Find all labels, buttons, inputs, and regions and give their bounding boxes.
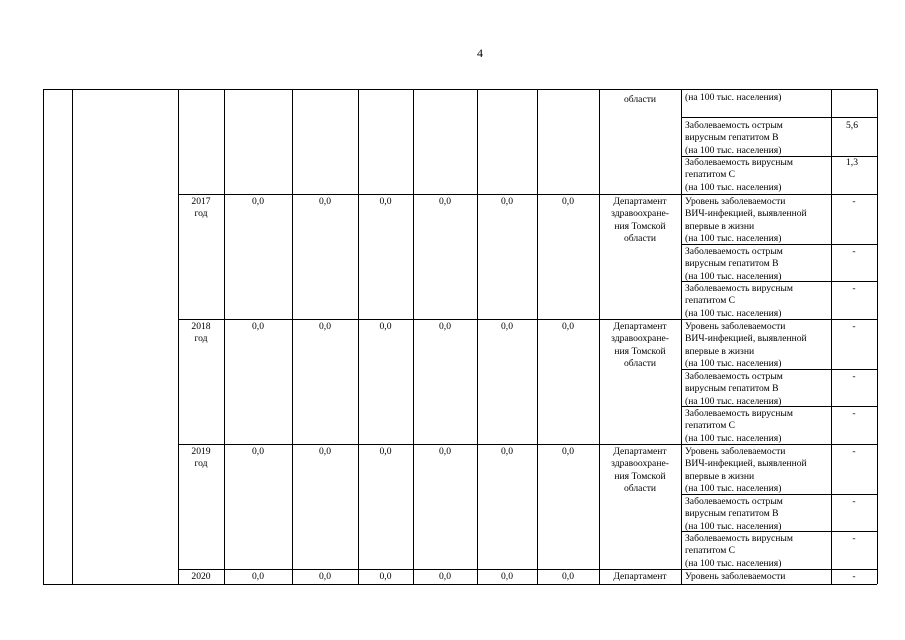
year-cell-line: 2017: [191, 196, 211, 207]
indicator-name-line: Уровень заболеваемости: [685, 196, 786, 207]
indicator-name-line: гепатитом С: [685, 295, 736, 307]
indicator-name-line: (на 100 тыс. населения): [685, 181, 782, 193]
indicator-name-line: ВИЧ-инфекцией, выявленной: [685, 208, 807, 220]
indicator-name-line: ВИЧ-инфекцией, выявленной: [685, 458, 807, 470]
indicator-name: [685, 246, 829, 283]
indicator-name-line: Заболеваемость вирусным: [685, 533, 793, 544]
indicator-name-line: (на 100 тыс. населения): [685, 233, 782, 245]
table-top-border: [43, 89, 877, 90]
indicator-name-line: впервые в жизни: [685, 220, 755, 232]
financing-value: 0,0: [501, 321, 513, 332]
value-divider: [831, 117, 877, 118]
financing-value: 0,0: [379, 321, 392, 332]
agency-cell: [599, 94, 681, 106]
column-rule: [224, 89, 225, 584]
indicator-name: [685, 157, 829, 194]
indicator-name: [685, 196, 829, 246]
indicator-name-line: гепатитом С: [685, 169, 736, 181]
indicator-name: [685, 92, 829, 104]
agency-cell-line: здравоохране-: [611, 208, 669, 220]
indicator-name-line: Заболеваемость острым: [685, 120, 783, 131]
agency-cell-line: Департамент: [613, 571, 667, 582]
indicator-name-line: вирусным гепатитом В: [685, 508, 779, 520]
financing-value: 0,0: [252, 446, 264, 457]
indicator-name-line: гепатитом С: [685, 420, 736, 432]
column-rule: [413, 89, 414, 584]
indicator-name: [685, 283, 829, 320]
indicator-value: -: [852, 571, 856, 582]
indicator-value: -: [852, 196, 856, 207]
indicator-name-line: Уровень заболеваемости: [685, 571, 786, 582]
indicator-name: [685, 408, 829, 445]
indicator-name-line: (на 100 тыс. населения): [685, 520, 782, 532]
agency-cell-line: здравоохране-: [611, 458, 669, 470]
indicator-name-line: Уровень заболеваемости: [685, 321, 786, 332]
indicator-divider: [681, 244, 877, 245]
indicator-name-line: (на 100 тыс. населения): [685, 307, 782, 319]
year-cell-line: год: [194, 333, 208, 345]
indicator-name-line: (на 100 тыс. населения): [685, 395, 782, 407]
indicator-divider: [681, 406, 877, 407]
financing-value: 0,0: [562, 321, 574, 332]
indicator-name-line: Заболеваемость острым: [685, 496, 783, 507]
indicator-name-line: (на 100 тыс. населения): [685, 144, 782, 156]
agency-cell: [599, 446, 681, 496]
indicator-value: -: [852, 246, 856, 257]
year-cell: [178, 571, 224, 583]
agency-cell-line: области: [623, 483, 657, 495]
indicator-value: -: [852, 408, 856, 419]
indicator-value: -: [852, 283, 856, 294]
indicator-divider: [681, 281, 877, 282]
agency-cell-line: Департамент: [613, 196, 667, 207]
page-number: 4: [477, 46, 483, 60]
indicator-name-line: вирусным гепатитом В: [685, 383, 779, 395]
financing-value: 0,0: [379, 196, 392, 207]
indicator-name-line: вирусным гепатитом В: [685, 258, 779, 270]
financing-value: 0,0: [562, 571, 574, 582]
financing-value: 0,0: [379, 571, 392, 582]
indicator-name-line: Заболеваемость вирусным: [685, 157, 793, 168]
financing-value: 0,0: [252, 571, 264, 582]
indicator-name-line: Заболеваемость острым: [685, 371, 783, 382]
indicator-name: [685, 571, 829, 583]
indicator-value: -: [852, 533, 856, 544]
year-cell: [178, 196, 224, 221]
agency-cell-line: ния Томской: [614, 470, 666, 482]
indicator-name-line: впервые в жизни: [685, 470, 755, 482]
financing-value: 0,0: [319, 571, 331, 582]
year-cell-line: 2018: [191, 321, 211, 332]
indicator-name-line: (на 100 тыс. населения): [685, 483, 782, 495]
column-rule: [72, 89, 73, 584]
indicator-value: -: [852, 446, 856, 457]
financing-value: 0,0: [439, 196, 451, 207]
indicator-name-line: ВИЧ-инфекцией, выявленной: [685, 333, 807, 345]
financing-value: 0,0: [439, 571, 451, 582]
financing-value: 0,0: [379, 446, 392, 457]
indicator-name-line: Заболеваемость острым: [685, 246, 783, 257]
indicator-name-line: Уровень заболеваемости: [685, 446, 786, 457]
agency-cell-line: Департамент: [613, 321, 667, 332]
indicator-value: -: [852, 321, 856, 332]
financing-value: 0,0: [319, 321, 331, 332]
agency-cell: [599, 196, 681, 246]
column-rule: [43, 89, 44, 584]
financing-value: 0,0: [501, 571, 513, 582]
agency-cell-line: области: [623, 358, 657, 370]
indicator-value: -: [852, 496, 856, 507]
year-row-divider: [178, 194, 877, 195]
indicator-name: [685, 371, 829, 408]
year-cell-line: год: [194, 208, 208, 220]
indicator-name-line: (на 100 тыс. населения): [685, 358, 782, 370]
agency-cell-line: ния Томской: [614, 345, 666, 357]
year-cell: [178, 446, 224, 471]
indicator-value: 5,6: [846, 120, 858, 131]
agency-cell-line: области: [623, 94, 657, 105]
financing-value: 0,0: [252, 196, 264, 207]
indicator-name-line: вирусным гепатитом В: [685, 132, 779, 144]
financing-value: 0,0: [252, 321, 264, 332]
financing-value: 0,0: [439, 321, 451, 332]
indicator-name-line: впервые в жизни: [685, 345, 755, 357]
financing-value: 0,0: [501, 196, 513, 207]
indicator-name-line: (на 100 тыс. населения): [685, 270, 782, 282]
indicator-name-line: (на 100 тыс. населения): [685, 432, 782, 444]
column-rule: [681, 89, 682, 584]
indicator-value: -: [852, 371, 856, 382]
indicator-name-line: (на 100 тыс. населения): [685, 557, 782, 569]
indicator-name-line: гепатитом С: [685, 545, 736, 557]
column-rule: [477, 89, 478, 584]
indicator-name: [685, 120, 829, 157]
agency-cell: [599, 571, 681, 583]
financing-value: 0,0: [319, 446, 331, 457]
year-row-divider: [178, 319, 877, 320]
agency-cell-line: Департамент: [613, 446, 667, 457]
year-cell-line: 2020: [191, 571, 211, 582]
column-rule: [358, 89, 359, 584]
indicator-divider: [681, 369, 877, 370]
year-row-divider: [178, 444, 877, 445]
table-bottom-border: [43, 584, 877, 585]
indicator-name: [685, 321, 829, 371]
financing-value: 0,0: [501, 446, 513, 457]
year-cell-line: год: [194, 458, 208, 470]
column-rule: [292, 89, 293, 584]
agency-cell: [599, 321, 681, 371]
program-table: [43, 89, 877, 584]
agency-cell-line: ния Томской: [614, 220, 666, 232]
financing-value: 0,0: [562, 446, 574, 457]
indicator-name-line: (на 100 тыс. населения): [685, 92, 782, 103]
year-cell-line: 2019: [191, 446, 211, 457]
indicator-name: [685, 533, 829, 570]
indicator-divider: [681, 531, 877, 532]
indicator-name-line: Заболеваемость вирусным: [685, 283, 793, 294]
indicator-name-line: Заболеваемость вирусным: [685, 408, 793, 419]
year-cell: [178, 321, 224, 346]
financing-value: 0,0: [562, 196, 574, 207]
agency-cell-line: области: [623, 233, 657, 245]
indicator-divider: [681, 494, 877, 495]
indicator-value: 1,3: [846, 157, 858, 168]
indicator-divider: [681, 117, 831, 118]
indicator-name: [685, 496, 829, 533]
financing-value: 0,0: [319, 196, 331, 207]
agency-cell-line: здравоохране-: [611, 333, 669, 345]
column-rule: [537, 89, 538, 584]
indicator-name: [685, 446, 829, 496]
financing-value: 0,0: [439, 446, 451, 457]
column-rule: [877, 89, 878, 584]
year-row-divider: [178, 569, 877, 570]
